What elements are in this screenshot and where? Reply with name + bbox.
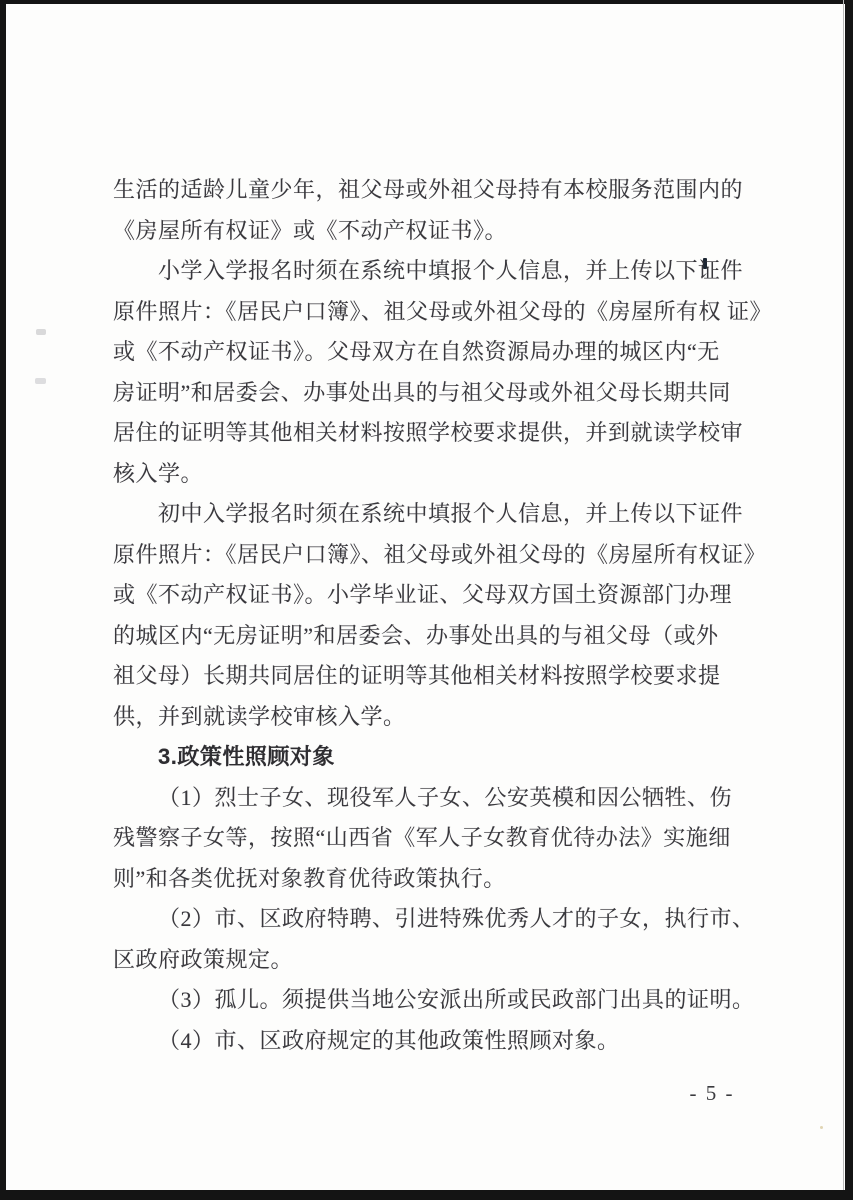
- text-line: 区政府政策规定。: [113, 946, 294, 972]
- dust-dot-artifact: [820, 1126, 823, 1129]
- scan-smudge: [36, 329, 46, 335]
- text-line: 祖父母）长期共同居住的证明等其他相关材料按照学校要求提: [113, 663, 721, 688]
- heading-line: 3.政策性照顾对象: [158, 744, 335, 769]
- scan-border-bottom: [0, 1190, 853, 1200]
- text-line: 原件照片：《居民户口簿》、祖父母或外祖父母的《房屋所有权 证》: [113, 298, 773, 324]
- text-line: 的城区内“无房证明”和居委会、办事处出具的与祖父母（或外: [113, 622, 719, 648]
- page-number: - 5 -: [689, 1081, 735, 1105]
- paragraph: [113, 778, 745, 900]
- text-line: 残警察子女等，按照“山西省《军人子女教育优待办法》实施细: [113, 825, 731, 850]
- text-line: 供，并到就读学校审核入学。: [113, 703, 406, 729]
- text-line: 或《不动产权证书》。父母双方在自然资源局办理的城区内“无: [113, 339, 720, 364]
- paragraph: [113, 1021, 745, 1062]
- text-line: （2）市、区政府特聘、引进特殊优秀人才的子女，执行市、: [158, 906, 755, 931]
- text-line: 则”和各类优抚对象教育优待政策执行。: [113, 865, 506, 891]
- scan-border-left: [0, 0, 6, 1200]
- text-line: 生活的适龄儿童少年，祖父母或外祖父母持有本校服务范围内的: [113, 177, 744, 202]
- text-line: 原件照片：《居民户口簿》、祖父母或外祖父母的《房屋所有权证》: [113, 541, 767, 567]
- text-line: 或《不动产权证书》。小学毕业证、父母双方国土资源部门办理: [113, 582, 733, 607]
- text-line: （3）孤儿。须提供当地公安派出所或民政部门出具的证明。: [158, 987, 755, 1012]
- document-text: [113, 170, 773, 1061]
- scan-border-top: [0, 0, 853, 4]
- text-line: 核入学。: [113, 460, 204, 486]
- paragraph: [113, 251, 773, 494]
- text-line: （1）烈士子女、现役军人子女、公安英模和因公牺牲、伤: [158, 784, 733, 810]
- paragraph: [113, 494, 767, 737]
- scan-border-right-shadow: [843, 0, 844, 1200]
- text-line: 《房屋所有权证》或《不动产权证书》。: [113, 217, 508, 243]
- paragraph: [113, 980, 755, 1021]
- text-line: 初中入学报名时须在系统中填报个人信息，并上传以下证件: [158, 501, 744, 526]
- text-line: 小学入学报名时须在系统中填报个人信息，并上传以下证件: [158, 258, 744, 283]
- section-heading: [113, 737, 745, 778]
- paragraph: [113, 899, 755, 980]
- scan-smudge: [35, 378, 46, 384]
- text-line: （4）市、区政府规定的其他政策性照顾对象。: [158, 1027, 620, 1053]
- paragraph: [113, 170, 745, 251]
- text-line: 房证明”和居委会、办事处出具的与祖父母或外祖父母长期共同: [113, 379, 731, 405]
- text-line: 居住的证明等其他相关材料按照学校要求提供，并到就读学校审: [113, 420, 744, 445]
- scan-border-right: [845, 0, 853, 1200]
